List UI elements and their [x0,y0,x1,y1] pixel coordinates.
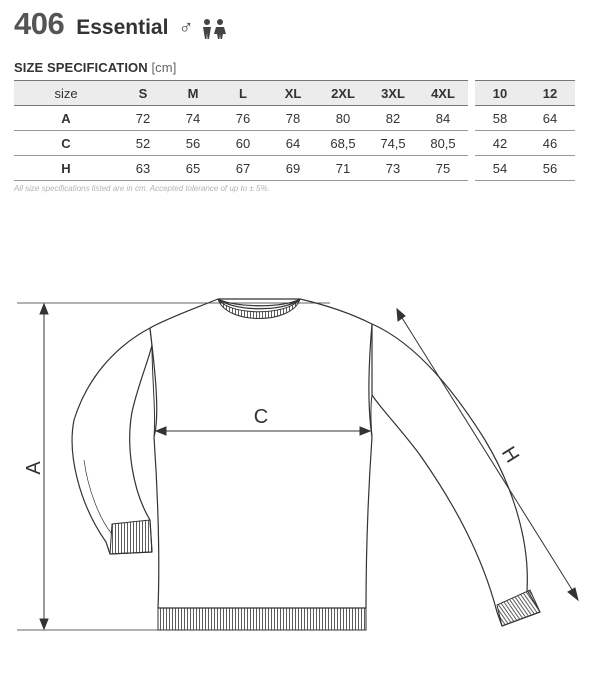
table-cell: 46 [525,131,575,156]
product-code: 406 [14,6,65,41]
left-cuff [110,520,152,554]
size-spec-title-text: SIZE SPECIFICATION [14,60,148,75]
table-cell: 56 [525,156,575,181]
header-2xl: 2XL [331,85,355,101]
product-name: Essential [76,16,169,39]
table-cell: 75 [418,156,468,181]
table-cell: 56 [168,131,218,156]
sweatshirt-body [150,299,372,608]
table-cell: 64 [268,131,318,156]
tolerance-note: All size specifications listed are in cm. Accepted tolerance of up to ± 5%. [14,184,270,193]
table-cell: 60 [218,131,268,156]
header-10: 10 [492,85,508,101]
table-cell: 80 [318,106,368,131]
label-h: H [496,442,524,467]
table-cell: 54 [475,156,525,181]
table-cell: 74,5 [368,131,418,156]
table-cell: 64 [525,106,575,131]
table-cell: 73 [368,156,418,181]
header-m: M [187,85,199,101]
table-cell: 69 [268,156,318,181]
table-cell: 68,5 [318,131,368,156]
row-label-a: A [14,106,118,131]
row-label-c: C [14,131,118,156]
left-sleeve [72,328,152,554]
table-cell: 71 [318,156,368,181]
table-cell: 65 [168,156,218,181]
table-cell: 72 [118,106,168,131]
table-cell: 58 [475,106,525,131]
table-cell: 84 [418,106,468,131]
table-cell: 74 [168,106,218,131]
header-size: size [54,85,78,101]
table-cell: 78 [268,106,318,131]
table-cell: 80,5 [418,131,468,156]
table-cell: 67 [218,156,268,181]
male-symbol-icon: ♂ [178,17,194,39]
table-cell: 52 [118,131,168,156]
row-label-h: H [14,156,118,181]
header-12: 12 [542,85,558,101]
label-a: A [23,461,45,475]
header-s: S [138,85,148,101]
table-cell: 63 [118,156,168,181]
header-xl: XL [284,85,302,101]
header-l: L [239,85,247,101]
table-cell: 82 [368,106,418,131]
right-sleeve [372,324,540,626]
table-cell: 42 [475,131,525,156]
table-cell: 76 [218,106,268,131]
label-c: C [253,406,269,428]
size-spec-unit: [cm] [151,60,177,75]
hem-rib [158,608,366,630]
header-3xl: 3XL [381,85,405,101]
header-4xl: 4XL [431,85,455,101]
